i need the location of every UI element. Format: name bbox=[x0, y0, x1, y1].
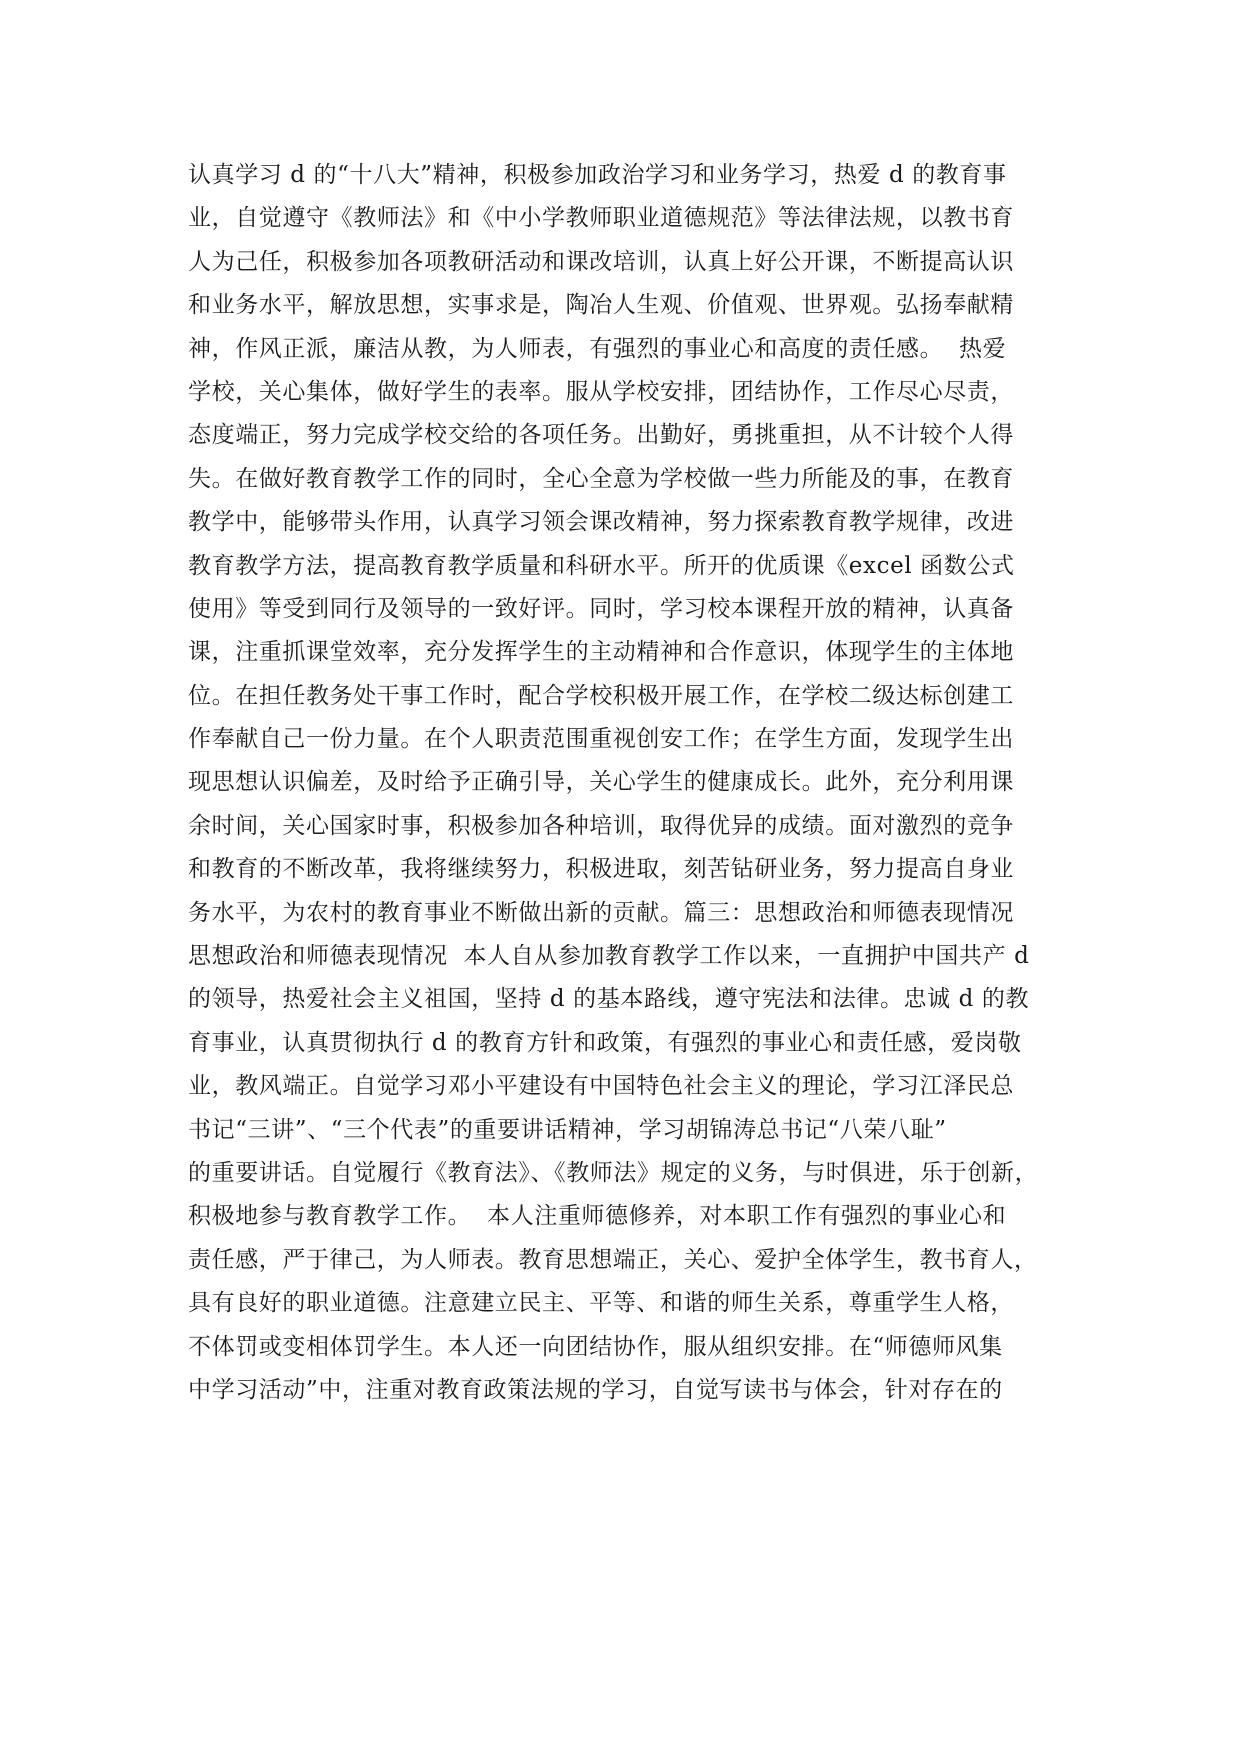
text-line: 作奉献自己一份力量。在个人职责范围重视创安工作；在学生方面，发现学生出 bbox=[188, 726, 1014, 753]
text-line: 认真学习 d 的“十八大”精神，积极参加政治学习和业务学习，热爱 d 的教育事 bbox=[188, 162, 1007, 188]
text-line: 责任感，严于律己，为人师表。教育思想端正，关心、爱护全体学生，教书育人， bbox=[188, 1246, 1038, 1273]
text-line: 失。在做好教育教学工作的同时，全心全意为学校做一些力所能及的事，在教育 bbox=[188, 465, 1014, 492]
text-line: 积极地参与教育教学工作。 本人注重师德修养，对本职工作有强烈的事业心和 bbox=[188, 1203, 1007, 1230]
text-line: 使用》等受到同行及领导的一致好评。同时，学习校本课程开放的精神，认真备 bbox=[188, 595, 1014, 622]
text-line: 和业务水平，解放思想，实事求是，陶冶人生观、价值观、世界观。弘扬奉献精 bbox=[188, 292, 1014, 319]
text-line: 具有良好的职业道德。注意建立民主、平等、和谐的师生关系，尊重学生人格， bbox=[188, 1290, 1014, 1317]
text-line: 课，注重抓课堂效率，充分发挥学生的主动精神和合作意识，体现学生的主体地 bbox=[188, 639, 1014, 666]
text-line: 务水平，为农村的教育事业不断做出新的贡献。篇三：思想政治和师德表现情况 bbox=[188, 899, 1014, 926]
text-line: 育事业，认真贯彻执行 d 的教育方针和政策，有强烈的事业心和责任感，爱岗敬 bbox=[188, 1029, 1022, 1056]
text-line: 业，自觉遵守《教师法》和《中小学教师职业道德规范》等法律法规，以教书育 bbox=[188, 205, 1014, 232]
text-line: 教育教学方法，提高教育教学质量和科研水平。所开的优质课《excel 函数公式 bbox=[188, 552, 1015, 579]
text-line: 位。在担任教务处干事工作时，配合学校积极开展工作，在学校二级达标创建工 bbox=[188, 682, 1014, 709]
text-line: 书记“三讲”、“三个代表”的重要讲话精神，学习胡锦涛总书记“八荣八耻” bbox=[188, 1116, 947, 1143]
text-line: 态度端正，努力完成学校交给的各项任务。出勤好，勇挑重担，从不计较个人得 bbox=[188, 422, 1014, 449]
body-text bbox=[188, 154, 1068, 1412]
text-line: 学校，关心集体，做好学生的表率。服从学校安排，团结协作，工作尽心尽责， bbox=[188, 378, 1014, 405]
text-line: 神，作风正派，廉洁从教，为人师表，有强烈的事业心和高度的责任感。 热爱 bbox=[188, 335, 1007, 362]
text-line: 教学中，能够带头作用，认真学习领会课改精神，努力探索教育教学规律，改进 bbox=[188, 509, 1014, 536]
text-line: 的重要讲话。自觉履行《教育法》、《教师法》规定的义务，与时俱进，乐于创新， bbox=[188, 1159, 1039, 1186]
text-line: 的领导，热爱社会主义祖国，坚持 d 的基本路线，遵守宪法和法律。忠诚 d 的教 bbox=[188, 986, 1030, 1013]
text-line: 人为己任，积极参加各项教研活动和课改培训，认真上好公开课，不断提高认识 bbox=[188, 248, 1014, 275]
text-line: 业，教风端正。自觉学习邓小平建设有中国特色社会主义的理论，学习江泽民总 bbox=[188, 1073, 1014, 1100]
text-line: 现思想认识偏差，及时给予正确引导，关心学生的健康成长。此外，充分利用课 bbox=[188, 769, 1014, 796]
text-line: 和教育的不断改革，我将继续努力，积极进取，刻苦钻研业务，努力提高自身业 bbox=[188, 856, 1014, 883]
text-line: 中学习活动”中，注重对教育政策法规的学习，自觉写读书与体会，针对存在的 bbox=[188, 1376, 1003, 1403]
text-line: 余时间，关心国家时事，积极参加各种培训，取得优异的成绩。面对激烈的竞争 bbox=[188, 812, 1014, 839]
text-line: 思想政治和师德表现情况 本人自从参加教育教学工作以来，一直拥护中国共产 d bbox=[188, 943, 1030, 970]
text-line: 不体罚或变相体罚学生。本人还一向团结协作，服从组织安排。在“师德师风集 bbox=[188, 1333, 1003, 1360]
